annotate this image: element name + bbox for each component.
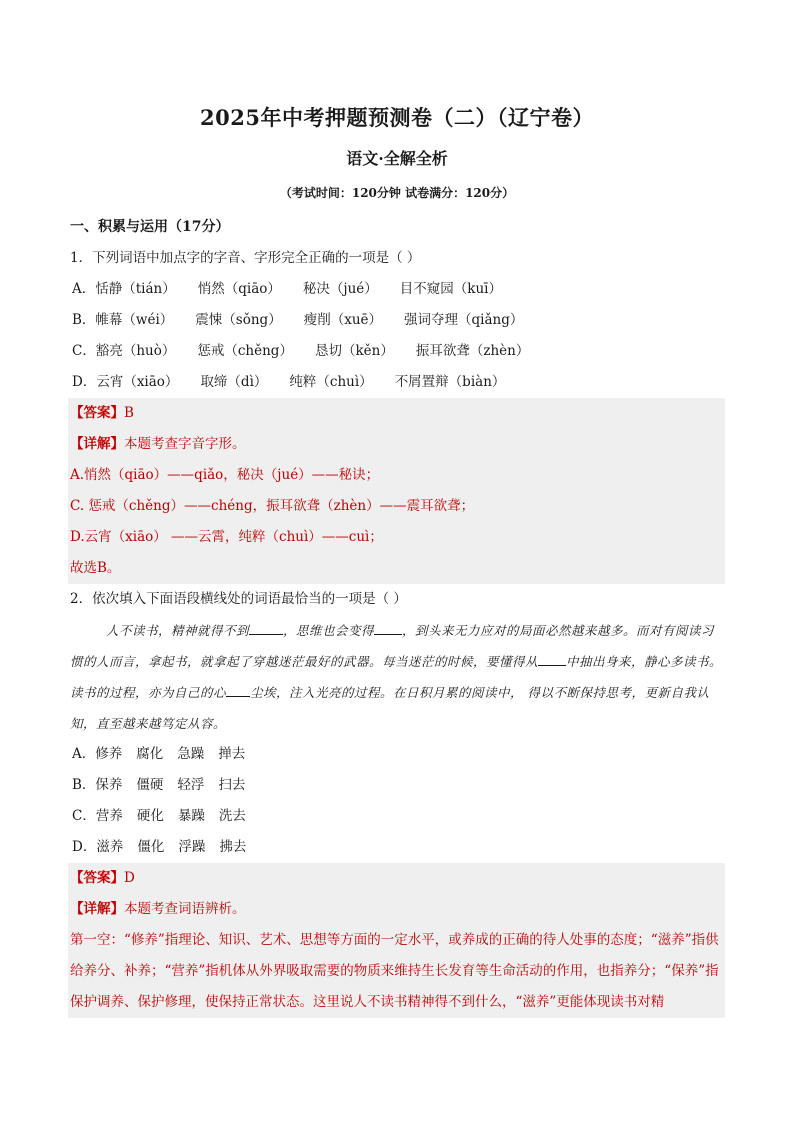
question-2-passage [70,615,725,739]
page-title: 2025年中考押题预测卷（二）（辽宁卷） [200,105,594,130]
option-row [70,832,725,863]
option-item: 掸去 [218,746,246,762]
section-heading: 一、积累与运用（17分） [70,219,230,235]
option-row [70,801,725,832]
option-item: 强词夺理（qiǎng） [404,312,524,328]
option-item: 腐化 [136,746,164,762]
option-item: 暴躁 [177,808,205,824]
document-content [70,212,725,1018]
passage-text: ，思维也会变得 [283,623,375,638]
answer-value: D [124,870,135,886]
option-item: 惩戒（chěng） [197,343,293,359]
option-item: 浮躁 [178,839,206,855]
option-item: 秘决（jué） [302,281,378,297]
option-row [70,336,725,367]
option-item: 纯粹（chuì） [289,374,373,390]
question-1-stem: 1．下列词语中加点字的字音、字形完全正确的一项是（ ） [70,250,421,266]
option-item: 扫去 [218,777,246,793]
option-row [70,367,725,398]
option-item: 目不窥园（kuī） [399,281,502,297]
option-item: C．营养 [72,808,123,824]
detail-line-d: D.云宵（xiāo） ——云霄，纯粹（chuì）——cuì； [70,529,383,545]
answer-line [70,863,725,894]
question-1-options [70,274,725,398]
explanation-text: 第一空：“修养”指理论、知识、艺术、思想等方面的一定水平，或养成的正确的待人处事的态度；“滋养”指供给养分、补养；“营养”指机体从外界吸取需要的物质来维持生长发育等生命活动的作用，也指养分；“保养”指保护调养、保护修理，使保持正常状态。这里说人不读书精神得不到什么，“滋养”更能体现读书对精 [70,932,719,1010]
option-item: 恳切（kěn） [314,343,394,359]
option-item: 硬化 [136,808,164,824]
question-2-options [70,739,725,863]
answer-value: B [124,405,134,421]
passage-text: 中抽出身来，静心多读书。读书的过程，亦为自己的心 [70,654,723,700]
option-item: 轻浮 [177,777,205,793]
question-2-answer-block [68,863,725,1018]
option-item: D．滋养 [72,839,124,855]
option-row [70,770,725,801]
fill-blank [249,620,283,635]
option-item: 急躁 [177,746,205,762]
option-row [70,274,725,305]
fill-blank [374,620,402,635]
option-item: A．修养 [72,746,123,762]
detail-label: 【详解】 [70,901,124,917]
option-item: 僵化 [137,839,165,855]
exam-info: （考试时间：120分钟 试卷满分：120分） [279,186,515,200]
option-row [70,305,725,336]
option-item: D．云宵（xiāo） [72,374,179,390]
option-item: 震悚（sǒng） [195,312,282,328]
question-1-answer-block [68,398,725,584]
option-row [70,739,725,770]
fill-blank [538,651,566,666]
detail-intro: 本题考查词语辨析。 [124,901,246,917]
passage-text: 人不读书，精神就得不到 [106,623,250,638]
option-item: 僵硬 [136,777,164,793]
option-item: 不屑置辩（biàn） [394,374,506,390]
question-2-stem: 2．依次填入下面语段横线处的词语最恰当的一项是（ ） [70,591,407,607]
option-item: 悄然（qiāo） [197,281,281,297]
option-item: 拂去 [219,839,247,855]
passage-text: ，到头来无力应对的局面必然越来越多。而对有阅读习惯的人而言，拿起书，就拿起了穿越迷茫最好的武器。每当迷茫的时候，要懂得从 [70,623,715,669]
option-item: B．帷幕（wéi） [72,312,174,328]
detail-line-c: C. 惩戒（chěng）——chéng，振耳欲聋（zhèn）——震耳欲聋； [70,498,475,514]
answer-label: 【答案】 [70,870,124,886]
passage-text: 尘埃，注入光亮的过程。在日积月累的阅读中， 得以不断保持思考，更新自我认知，直至越来越笃定从容。 [70,685,710,731]
option-item: 振耳欲聋（zhèn） [415,343,530,359]
answer-line [70,398,725,429]
detail-label: 【详解】 [70,436,124,452]
option-item: B．保养 [72,777,123,793]
detail-line-a: A.悄然（qiāo）——qiǎo，秘决（jué）——秘诀； [70,467,380,483]
answer-label: 【答案】 [70,405,124,421]
option-item: 取缔（dì） [200,374,268,390]
detail-conclusion: 故选B。 [70,560,121,576]
detail-line [70,894,725,925]
option-item: 洗去 [218,808,246,824]
option-item: C．豁亮（huò） [72,343,176,359]
option-item: 瘦削（xuē） [303,312,383,328]
page-subtitle: 语文·全解全析 [346,149,448,168]
detail-line [70,429,725,460]
detail-intro: 本题考查字音字形。 [124,436,246,452]
option-item: A．恬静（tián） [72,281,176,297]
fill-blank [226,682,250,697]
